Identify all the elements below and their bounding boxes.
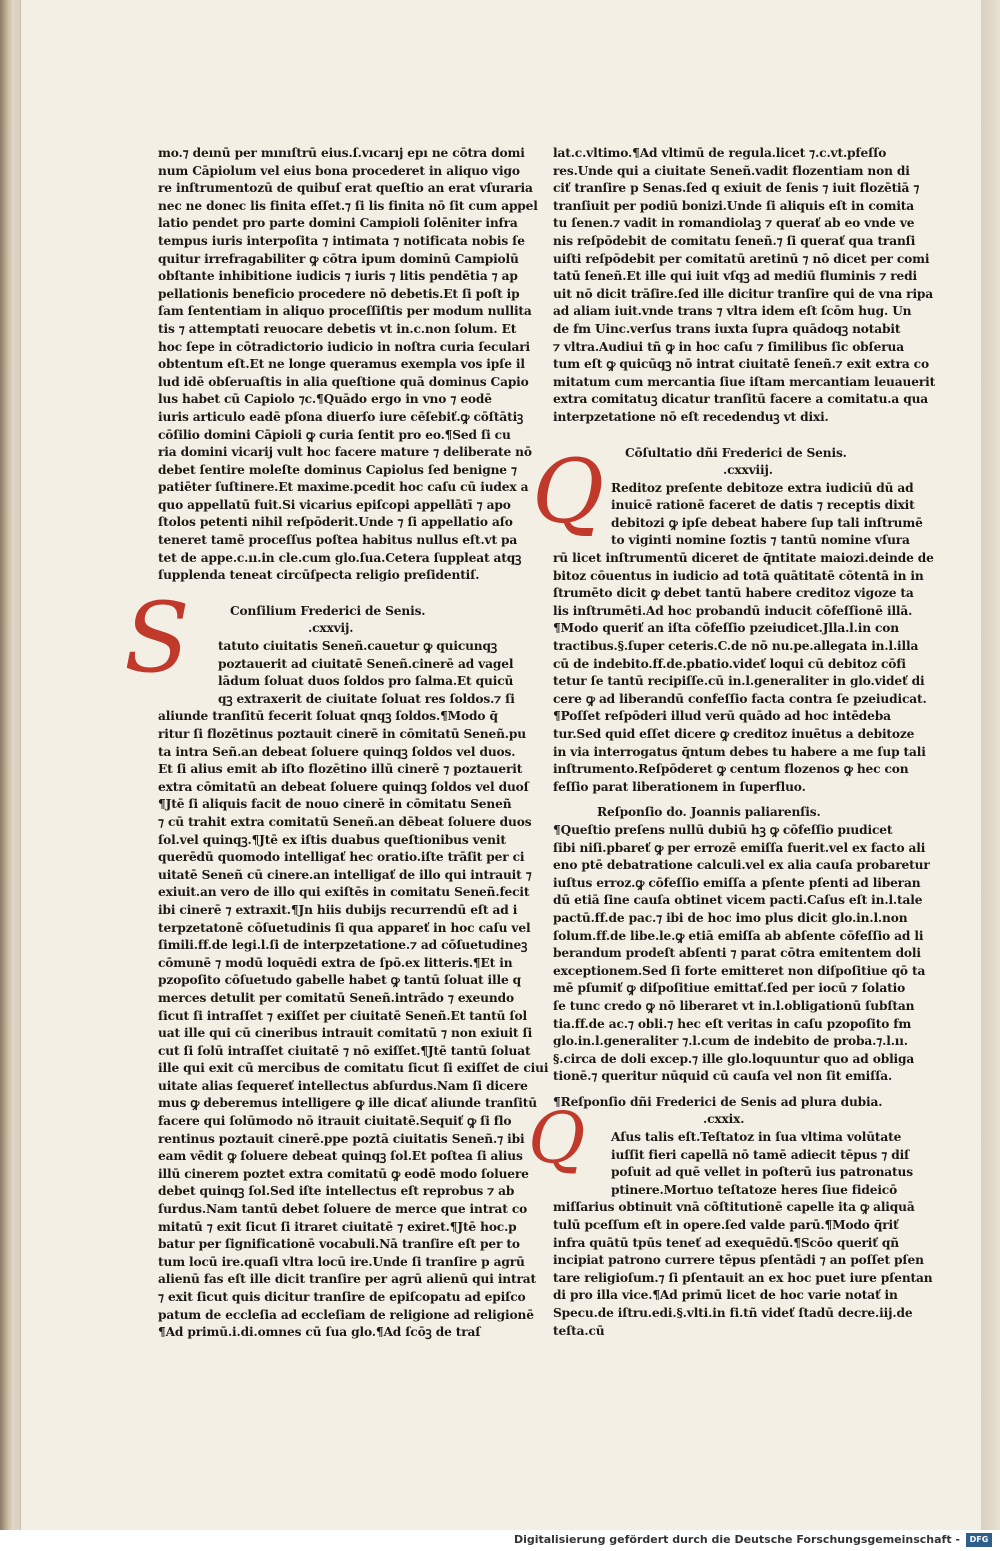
right-paragraph-1 (553, 145, 936, 427)
text-line: rū licet inſtrumentū diceret de q̄ntitate maiozi.deinde de (553, 551, 934, 566)
text-line: re inſtrumentozū de quibuſ erat queſtio an erat vſuraria (158, 181, 533, 196)
text-line: lādum ſoluat duos ſoldos pro ſalma.Et quicū (218, 674, 514, 689)
text-line: mus ꝙ deberemus intelligere ꝙ ille dicať aliunde tranſitū (158, 1096, 537, 1111)
text-line: tionē.⁊ queritur nūquid cū cauſa vel non ſit emiſſa. (553, 1069, 893, 1084)
text-line: nec ne donec lis finita eſſet.⁊ ſi lis finita nō ſit cum appel (158, 198, 538, 213)
right-paragraph-4 (553, 1199, 933, 1340)
right-text-column (553, 145, 936, 1340)
text-line: quitur irrefragabiliter ꝙ cōtra ipum dominū Campiolū (158, 251, 519, 266)
text-line: iuris articulo eadē pſona diuerſo iure cēſebiť.ꝙ cōſtātiꝫ (158, 409, 524, 424)
text-line: tu ſenen.⁊ vadit in romandiolaꝫ ⁊ querať ab eo vnde ve (553, 216, 915, 231)
text-line: ſibi niſi.pbareť ꝙ per errozē emiſſa fuerit.vel ex facto ali (553, 840, 926, 855)
text-line: tractibus.§.ſuper ceteris.C.de nō nu.pe.allegata in.l.illa (553, 639, 919, 654)
text-line: debet ſentire moleſte dominus Capiolus ſed benigne ⁊ (158, 462, 517, 477)
text-line: patum de eccleſia ad eccleſiam de religione ad religionē (158, 1307, 534, 1322)
text-line: tum eſt ꝙ quicūqꝫ nō intrat ciuitatē ſeneñ.⁊ exit extra co (553, 357, 929, 372)
text-line: tulū pceſſum eſt in opere.ſed valde parū.¶Modo q̄riť (553, 1218, 899, 1233)
text-line: illū cinerem poztet extra comitatū ꝙ eodē modo ſoluere (158, 1166, 529, 1181)
text-line: ſam ſententiam in aliquo proceſſiſtis per modum nullita (158, 304, 532, 319)
text-line: qꝫ extraxerit de ciuitate ſoluat res ſoldos.⁊ ſi (218, 691, 515, 706)
dfg-logo: DFG (966, 1533, 992, 1547)
text-line: num Cāpiolum vel eius bona procederet in aliquo vigo (158, 163, 520, 178)
text-line: miſſarius obtinuit vnā cōſtitutionē capelle ita ꝙ aliquā (553, 1200, 915, 1215)
text-line: to viginti nomine ſoztis ⁊ tantū nomine vſura (611, 533, 910, 548)
text-line: infra quātū tpūs teneť ad exequēdū.¶Scōo queriť qñ (553, 1235, 899, 1250)
text-line: eam vēdit ꝙ ſoluere debeat quinqꝫ ſol.Et poſtea ſi alius (158, 1149, 523, 1164)
left-text-column (158, 145, 549, 1342)
text-line: tare religioſum.⁊ ſi pſentauit an ex hoc puet iure pſentan (553, 1270, 933, 1285)
text-line: cut ſi ſolū intraſſet ciuitatē ⁊ nō exiſſet.¶Jtē tantū ſoluat (158, 1043, 531, 1058)
right-paragraph-2 (553, 550, 934, 796)
text-line: tur.Sed quid eſſet dicere ꝙ creditoz inuētus a debitoze (553, 727, 915, 741)
text-line: exiuit.an vero de illo qui exiſtēs in comitatu Seneñ.fecit (158, 885, 530, 900)
text-line: ſtrumēto dicit ꝙ debet tantū habere creditoz vigoze ta (553, 586, 914, 601)
text-line: lat.c.vltimo.¶Ad vltimū de regula.licet ⁊.c.vt.pfeſſo (553, 146, 887, 160)
text-line: ſicut ſi intraſſet ⁊ exiſſet per ciuitatē Seneñ.Et tantū ſol (158, 1008, 527, 1023)
text-line: ta intra Señ.an debeat ſoluere quinqꝫ ſoldos vel duos. (158, 744, 516, 759)
text-line: patiēter ſuſtinere.Et maxime.pcedit hoc caſu cū iudex a (158, 480, 529, 495)
text-line: poſuit ad quē vellet in poſterū ius patronatus (611, 1165, 913, 1180)
text-line: incipiat patrono currere tēpus pſentādi ⁊ an poſſet pſen (553, 1253, 924, 1268)
responsio-frederici-number: .cxxix. (703, 1112, 745, 1127)
text-line: cōſilio domini Cāpioli ꝙ curia ſentit pro eo.¶Sed ſi cu (158, 427, 511, 442)
text-line: cōmunē ⁊ modū loquēdi extra de ſpō.ex litteris.¶Et in (158, 955, 513, 970)
responsio-heading: Reſponſio do. Joannis paliarenſis. (597, 805, 821, 820)
responsio-frederici-heading: ¶Reſponſio dñi Frederici de Senis ad plura dubia. (553, 1094, 883, 1109)
text-line: mitatū ⁊ exit ſicut ſi itraret ciuitatē ⁊ exiret.¶Jtē hoc.p (158, 1219, 517, 1234)
text-line: tetur ſe tantū recipiſſe.cū in.l.generaliter in glo.videť di (553, 674, 925, 689)
text-line: bitoz cōuentus in iudicio ad totā quātitatē cōtentā in in (553, 568, 924, 583)
text-line: §.circa de doli excep.⁊ ille glo.loquuntur quo ad obliga (553, 1051, 915, 1066)
book-binding (0, 0, 14, 1530)
text-line: merces detulit per comitatū Seneñ.intrādo ⁊ exeundo (158, 990, 514, 1005)
text-line: aliunde tranſitū fecerit ſoluat qnqꝫ ſoldos.¶Modo q̄ (158, 709, 498, 724)
text-line: ⁊ cū trahit extra comitatū Seneñ.an dēbeat ſoluere duos (158, 814, 532, 829)
text-line: ad aliam iuit.vnde trans ⁊ vltra idem eſt ſcōm hug. Un (553, 304, 912, 319)
text-line: pellationis beneficio procedere nō debetis.Et ſi poſt ip (158, 286, 520, 301)
page-edge-left (14, 0, 21, 1530)
text-line: debitozi ꝙ ipſe debeat habere ſup tali inſtrumē (611, 515, 923, 530)
page-edge-right (981, 0, 1000, 1530)
text-line: ibi cinerē ⁊ extraxit.¶Jn hiis dubijs recurrendū eſt ad i (158, 902, 518, 917)
text-line: lus habet cū Capiolo ⁊c.¶Quādo ergo in vno ⁊ eodē (158, 392, 492, 407)
funding-credit-text: Digitalisierung gefördert durch die Deutsche Forschungsgemeinschaft - (513, 1533, 960, 1546)
text-line: uiſti reſpōdebit per comitatū aretinū ⁊ nō dicet per comi (553, 251, 930, 266)
text-line: uit nō dicit trāſire.ſed ille dicitur tranſire qui de vna ripa (553, 286, 934, 301)
text-line: exceptionem.Sed ſi forte emitteret non diſpoſitiue qō ta (553, 963, 926, 978)
text-line: interpzetatione nō eſt recedenduꝫ vt dixi. (553, 409, 829, 424)
text-line: querēdū quomodo intelligať hec oratio.iſte trāſit per ci (158, 850, 525, 865)
text-line: feſſio parat liberationem in ſuperfluo. (553, 779, 806, 794)
text-line: inuicē rationē faceret de datis ⁊ receptis dixit (611, 498, 915, 513)
text-line: lis inſtrumēti.Ad hoc probandū inducit cōfeſſionē illā. (553, 603, 913, 618)
text-line: mo.⁊ deınū per mınıſtrū eius.ſ.vıcarıj epı ne cōtra domi (158, 146, 525, 160)
text-line: ¶Jtē ſi aliquis facit de nouo cinerē in cōmitatu Seneñ (158, 797, 512, 812)
text-line: Aſus talis eſt.Teſtatoz in ſua vltima volūtate (611, 1130, 902, 1145)
text-line: ¶Poſſet reſpōderi illud verū quādo ad hoc intēdeba (553, 709, 891, 724)
text-line: ſupplenda teneat circūſpecta religio preſidentiſ. (158, 568, 480, 583)
text-line: cere ꝙ ad liberandū confeſſio facta contra ſe pzeiudicat. (553, 691, 927, 706)
text-line: mē pſumiť ꝙ diſpoſitiue emittať.ſed per iocū ⁊ ſolatio (553, 981, 906, 996)
text-line: teneret tamē proceſſus poſtea habitus nullus eſt.vt pa (158, 533, 518, 548)
text-line: debet quinqꝫ ſol.Sed iſte intellectus eſt reprobus ⁊ ab (158, 1184, 515, 1199)
text-line: obſtante inhibitione iudicis ⁊ iuris ⁊ litis pendētia ⁊ ap (158, 269, 518, 284)
text-line: latio pendet pro parte domini Campioli ſolēniter infra (158, 216, 518, 231)
text-line: ſtolos petenti nihil reſpōderit.Unde ⁊ ſi appellatio aſo (158, 515, 513, 530)
text-line: ⁊ exit ſicut quis dicitur tranſire de epiſcopatu ad epiſco (158, 1290, 526, 1304)
text-line: batur per ſignificationē vocabuli.Nā tranſire eſt per to (158, 1237, 520, 1252)
funding-footer (0, 1530, 1000, 1551)
text-line: ſurdus.Nam tantū debet ſoluere de merce que intrat co (158, 1202, 528, 1217)
consilium-heading: Conſilium Frederici de Senis. (230, 603, 426, 618)
text-line: hoc ſepe in cōtradictorio iudicio in noſtra curia ſeculari (158, 339, 531, 354)
text-line: quo appellatū fuit.Si vicarius epiſcopi appellātī ⁊ apo (158, 497, 511, 512)
left-paragraph-2-indented (158, 638, 515, 708)
text-line: Et ſi alius emit ab iſto flozētino illū cinerē ⁊ poztauerit (158, 762, 523, 777)
text-line: glo.in.l.generaliter ⁊.l.cum de indebito de proba.⁊.l.ıı. (553, 1034, 908, 1049)
text-line: ille qui exit cū mercibus de comitatu ſicut ſi exiſſet de ciui (158, 1061, 549, 1076)
text-line: poztauerit ad ciuitatē Seneñ.cinerē ad vagel (218, 656, 514, 671)
right-paragraph-3 (553, 822, 930, 1086)
text-line: di pro illa vice.¶Ad primū licet de hoc varie notať in (553, 1288, 898, 1303)
text-line: nis reſpōdebit de comitatu ſeneñ.⁊ ſi querať qua tranſi (553, 233, 916, 248)
text-line: tatuto ciuitatis Seneñ.cauetur ꝙ quicunqꝫ (218, 639, 497, 654)
text-line: ria domini vicarij vult hoc facere mature ⁊ deliberate nō (158, 445, 532, 460)
text-line: tum locū ire.quaſi vltra locū ire.Unde ſi tranſire p agrū (158, 1254, 525, 1269)
text-line: tempus iuris interpoſita ⁊ intimata ⁊ notificata nobis ſe (158, 233, 525, 248)
text-line: dū etiā ſine cauſa obtinet vicem pacti.Caſus eſt in.l.tale (553, 893, 923, 908)
text-line: tet de appe.c.ıı.in cle.cum glo.ſua.Cetera ſuppleat atqꝫ (158, 550, 522, 565)
text-line: pzopoſito cōſuetudo gabelle habet ꝙ tantū ſoluat ille q (158, 973, 522, 988)
text-line: uitate alias ſequereť intellectus abſurdus.Nam ſi dicere (158, 1078, 528, 1093)
text-line: iuſtus erroz.ꝙ cōfeſſio emiſſa a pſente pſenti ad liberan (553, 875, 921, 890)
text-line: ⁊ vltra.Audiui tñ ꝙ in hoc caſu ⁊ ſimilibus ſic obſerua (553, 339, 904, 354)
text-line: ſolum.ff.de libe.le.ꝙ etiā emiſſa ab abſente cōfeſſio ad li (553, 928, 924, 943)
text-line: ¶Queſtio preſens nullū dubiū hꝫ ꝙ cōfeſſio pıudicet (553, 822, 893, 837)
text-line: ſol.vel quinqꝫ.¶Jtē ex iſtis duabus queſtionibus venit (158, 832, 506, 847)
consilium-number: .cxxvij. (308, 621, 354, 636)
text-line: pactū.ff.de pac.⁊ ibi de hoc imo plus dicit glo.in.l.non (553, 910, 908, 925)
initial-capital-q-2: Q (528, 1097, 586, 1179)
text-line: mitatum cum mercantia ſiue iſtam mercantiam leuauerit (553, 374, 936, 389)
text-line: rentinus poztauit cinerē.ppe poztā ciuitatis Seneñ.⁊ ibi (158, 1131, 525, 1146)
text-line: tia.ff.de ac.⁊ obli.⁊ hec eſt veritas in caſu pzopoſito fm (553, 1016, 912, 1031)
text-line: tatū ſeneñ.Et ille qui iuit vſqꝫ ad mediū fluminis ⁊ redi (553, 269, 918, 284)
text-line: Reditoz preſente debitoze extra iudiciū dū ad (611, 480, 914, 495)
text-line: alienū fas eſt ille dicit tranſire per agrū alienū qui intrat (158, 1272, 536, 1287)
right-paragraph-4-indented (553, 1129, 913, 1199)
text-line: extra cōmitatū an debeat ſoluere quinqꝫ ſoldos vel duoſ (158, 779, 529, 794)
text-line: ¶Modo queriť an iſta cōfeſſio pzeiudicet.Jlla.l.in con (553, 621, 899, 636)
text-line: ritur ſi flozētinus poztauit cinerē in cōmitatū Seneñ.pu (158, 727, 526, 741)
text-line: in via interrogatus q̄ntum debes tu habere a me ſup tali (553, 744, 926, 759)
text-line: ſe tunc credo ꝙ nō liberaret vt in.l.obligationū ſubſtan (553, 998, 915, 1013)
text-line: cū de indebito.ff.de.pbatio.videť loqui cū debitoz cōfi (553, 656, 906, 671)
text-line: de fm Uinc.verſus trans iuxta ſupra quādoqꝫ notabit (553, 321, 901, 336)
text-line: teſta.cū (553, 1323, 605, 1338)
text-line: facere qui ſolūmodo nō itrauit ciuitatē.Sequiť ꝙ ſi flo (158, 1114, 512, 1129)
text-line: obtentum eſt.Et ne longe queramus exempla vos ipſe il (158, 357, 525, 372)
text-line: res.Unde qui a ciuitate Seneñ.vadit flozentiam non di (553, 163, 910, 178)
text-line: iuſſit fieri capellā nō tamē adiecit tēpus ⁊ diſ (611, 1147, 910, 1162)
text-line: lud idē obſeruaſtis in alia queſtione quā dominus Capio (158, 374, 529, 389)
text-line: uitatē Seneñ cū cinere.an intelligať de illo qui intrauit ⁊ (158, 867, 532, 882)
text-line: tranſiuit per podiū bonizi.Unde ſi aliquis eſt in comita (553, 198, 915, 213)
initial-capital-q-1: Q (532, 440, 605, 543)
initial-capital-s: S (124, 582, 190, 694)
text-line: eno ptē debatratione calculi.vel ex alia cauſa probaretur (553, 858, 930, 873)
text-line: ſimili.ff.de legi.l.ſi de interpzetatione.⁊ ad cōſuetudineꝫ (158, 938, 528, 953)
text-line: ptinere.Mortuo teſtatoze heres ſiue fideicō (611, 1182, 898, 1197)
consultatio-number: .cxxviij. (723, 463, 773, 478)
text-line: terpzetatonē cōſuetudinis ſi qua appareť in hoc caſu vel (158, 920, 531, 935)
left-paragraph-1 (158, 145, 538, 585)
right-paragraph-2-indented (553, 480, 923, 550)
text-line: ¶Ad primū.i.di.omnes cū ſua glo.¶Ad ſcōꝫ de traſ (158, 1325, 481, 1340)
text-line: uat ille qui cū cineribus intrauit comitatū ⁊ non exiuit ſi (158, 1026, 533, 1041)
left-paragraph-2 (158, 708, 549, 1341)
text-line: inſtrumento.Reſpōderet ꝙ centum flozenos ꝙ hec con (553, 762, 909, 777)
text-line: Specu.de iſtru.edi.§.vlti.in fi.tñ videť ſtadū decre.iij.de (553, 1306, 913, 1320)
text-line: berandum prodeſt abſenti ⁊ parat cōtra emitentem doli (553, 946, 921, 961)
text-line: ciť tranſire p Senas.ſed q exiuit de ſenis ⁊ iuit flozētiā ⁊ (553, 181, 920, 196)
text-line: tis ⁊ attemptati reuocare debetis vt in.c.non ſolum. Et (158, 321, 517, 336)
consultatio-heading: Cōſultatio dñi Frederici de Senis. (625, 445, 847, 460)
text-line: extra comitatuꝫ dicatur tranſitū facere a comitatu.a qua (553, 392, 929, 407)
